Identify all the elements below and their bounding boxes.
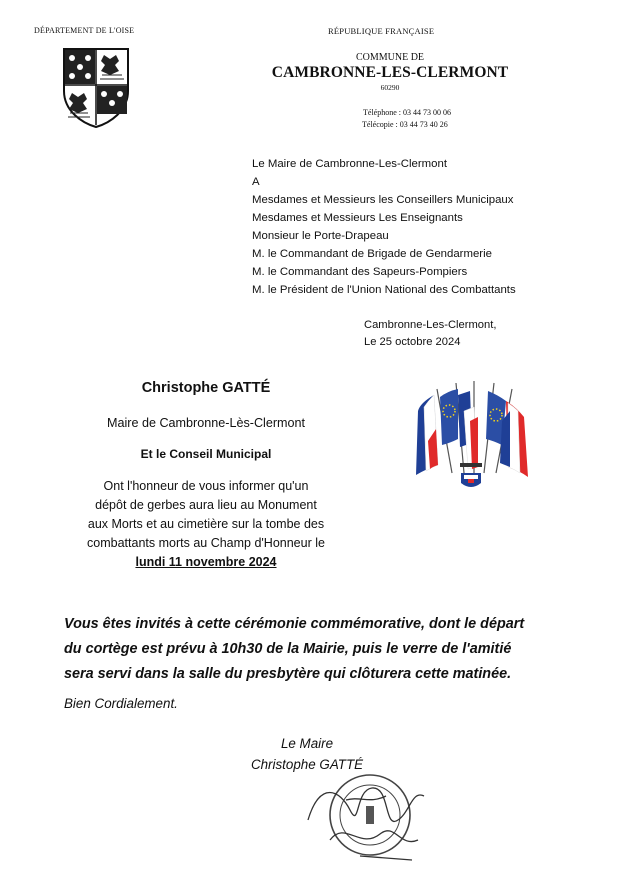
announcement-line: combattants morts au Champ d'Honneur le [87,536,325,550]
closing-regards: Bien Cordialement. [64,696,178,711]
republic-label: RÉPUBLIQUE FRANÇAISE [328,26,435,36]
signature-name: Christophe GATTÉ [250,757,364,772]
commune-name: CAMBRONNE-LES-CLERMONT [271,64,509,81]
addressee-list [252,155,516,299]
letter-place: Cambronne-Les-Clermont, [364,319,497,331]
announcement-text [82,477,330,572]
council-label: Et le Conseil Municipal [140,447,272,461]
announcement-line: Ont l'honneur de vous informer qu'un [103,479,309,493]
addressee-line: Le Maire de Cambronne-Les-Clermont [252,158,447,170]
department-label: DÉPARTEMENT DE L'OISE [34,26,135,35]
fax-number: Télécopie : 03 44 73 40 26 [362,120,448,129]
mairie-stamp-icon [300,760,440,870]
place-date [364,317,496,351]
ceremony-date: lundi 11 novembre 2024 [135,555,277,569]
announcement-line: aux Morts et au cimetière sur la tombe des [87,517,325,531]
mayor-name-heading: Christophe GATTÉ [141,380,271,396]
invitation-line: Vous êtes invités à cette cérémonie commémorative, dont le départ [64,616,525,632]
addressee-line: Mesdames et Messieurs les Conseillers Municipaux [252,194,514,206]
invitation-line: du cortège est prévu à 10h30 de la Mairie, puis le verre de l'amitié [64,641,512,657]
addressee-line: M. le Commandant des Sapeurs-Pompiers [252,266,468,278]
coat-of-arms-icon [60,45,132,129]
addressee-line: A [252,176,260,188]
announcement-line: dépôt de gerbes aura lieu au Monument [95,498,317,512]
addressee-line: M. le Président de l'Union National des Combattants [252,284,516,296]
phone-number: Téléphone : 03 44 73 00 06 [363,108,451,117]
addressee-line: Mesdames et Messieurs Les Enseignants [252,212,463,224]
letter-date: Le 25 octobre 2024 [364,336,461,348]
addressee-line: Monsieur le Porte-Drapeau [252,230,389,242]
commune-label: COMMUNE DE [355,52,425,63]
flags-icon [412,381,534,497]
postal-code: 60290 [380,83,400,92]
invitation-line: sera servi dans la salle du presbytère qui clôturera cette matinée. [64,666,512,682]
mayor-title: Maire de Cambronne-Lès-Clermont [106,416,306,430]
addressee-line: M. le Commandant de Brigade de Gendarmerie [252,248,492,260]
invitation-paragraph [64,612,584,687]
signature-role: Le Maire [280,736,334,751]
